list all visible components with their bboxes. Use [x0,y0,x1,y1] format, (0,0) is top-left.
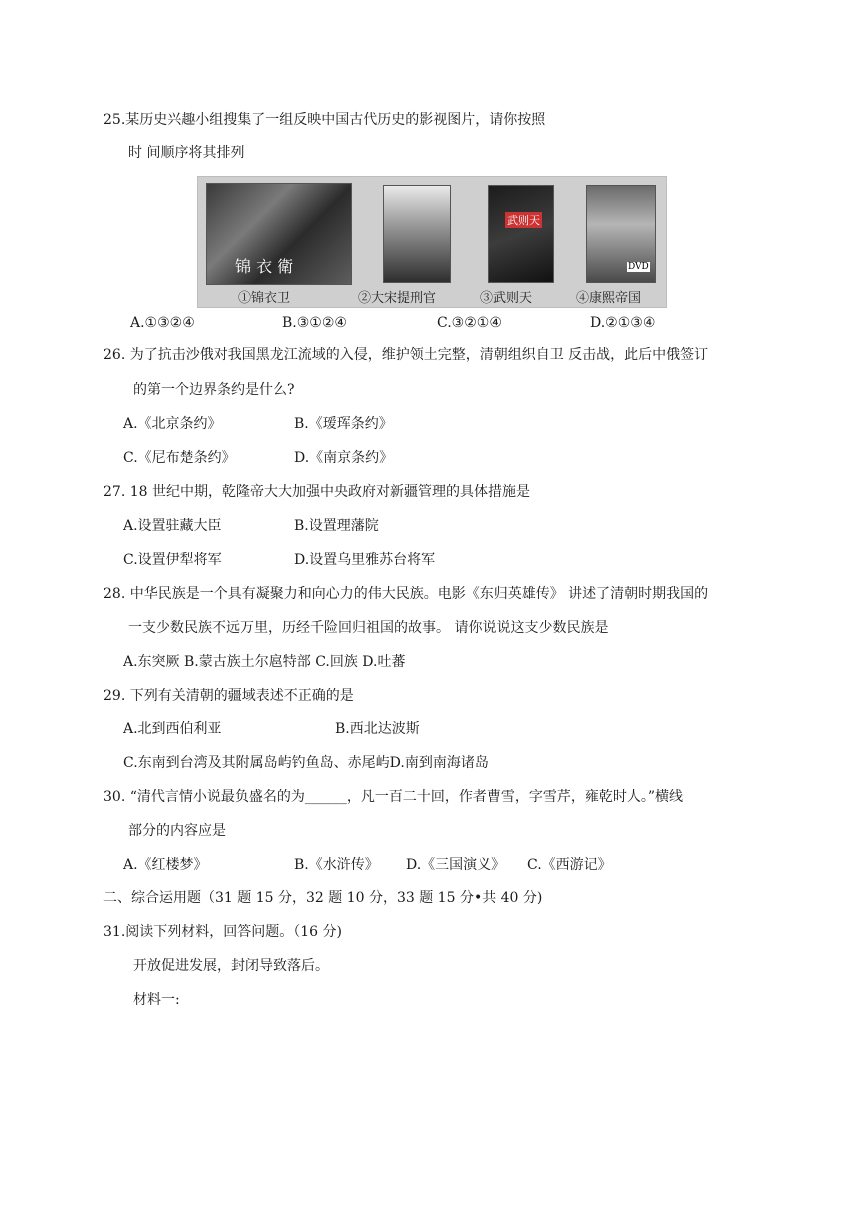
q31-stem: 31.阅读下列材料，回答问题。（16 分) [103,924,342,940]
q25-stem-line2: 时 间顺序将其排列 [128,145,245,161]
q26-option-b[interactable]: B.《瑷珲条约》 [294,416,393,432]
q29-stem: 29. 下列有关清朝的疆域表述不正确的是 [103,688,354,704]
q27-option-b[interactable]: B.设置理藩院 [294,518,379,534]
q30-option-d[interactable]: D.《三国演义》 [406,857,506,873]
q28-options[interactable]: A.东突厥 B.蒙古族土尔扈特部 C.回族 D.吐蕃 [123,654,406,670]
q30-stem-line2: 部分的内容应是 [128,823,226,839]
q30-stem-line1: 30. “清代言情小说最负盛名的为______，凡一百二十回，作者曹雪，字雪芹，雍乾时人。”横线 [103,789,684,805]
q29-option-a[interactable]: A.北到西伯利亚 [123,721,222,737]
film-poster-icon: 武则天 [488,185,554,283]
image-caption-4: ④康熙帝国 [576,291,642,306]
q27-stem: 27. 18 世纪中期，乾隆帝大大加强中央政府对新疆管理的具体措施是 [103,484,530,500]
q27-option-d[interactable]: D.设置乌里雅苏台将军 [294,552,436,568]
q25-stem-line1: 25.某历史兴趣小组搜集了一组反映中国古代历史的影视图片，请你按照 [103,112,546,128]
q30-option-c[interactable]: C.《西游记》 [527,857,612,873]
q26-stem-line2: 的第一个边界条约是什么? [133,382,295,398]
q30-option-a[interactable]: A.《红楼梦》 [123,857,208,873]
q26-option-d[interactable]: D.《南京条约》 [294,450,394,466]
q31-line1: 开放促进发展，封闭导致落后。 [133,958,329,974]
q25-option-c[interactable]: C.③②①④ [437,315,502,331]
q28-stem-line2: 一支少数民族不远万里，历经千险回归祖国的故事。 请你说说这支少数民族是 [128,620,609,636]
q25-option-d[interactable]: D.②①③④ [590,315,656,331]
q31-material-label: 材料一: [133,992,180,1008]
q27-option-c[interactable]: C.设置伊犁将军 [123,552,222,568]
image-caption-3: ③武则天 [480,291,533,306]
film-photo-strip [197,176,667,308]
q28-stem-line1: 28. 中华民族是一个具有凝聚力和向心力的伟大民族。电影《东归英雄传》 讲述了清朝时期我国的 [103,586,709,602]
q26-option-a[interactable]: A.《北京条约》 [123,416,222,432]
q25-option-b[interactable]: B.③①②④ [282,315,347,331]
q25-option-a[interactable]: A.①③②④ [130,315,195,331]
film-poster-icon: 锦 衣 衛 [206,183,352,285]
image-caption-2: ②大宋提刑官 [358,291,437,306]
q29-options-cd[interactable]: C.东南到台湾及其附属岛屿钓鱼岛、赤尾屿D.南到南海诸岛 [123,755,489,771]
q30-option-b[interactable]: B.《水浒传》 [294,857,379,873]
section-title: 二、综合运用题（31 题 15 分，32 题 10 分，33 题 15 分•共 40 分) [103,890,543,906]
film-poster-icon: DVD [586,185,656,283]
film-poster-icon [383,185,451,283]
q29-option-b[interactable]: B.西北达波斯 [335,721,420,737]
q26-option-c[interactable]: C.《尼布楚条约》 [123,450,236,466]
image-caption-1: ①锦衣卫 [238,291,291,306]
q27-option-a[interactable]: A.设置驻藏大臣 [123,518,222,534]
q26-stem-line1: 26. 为了抗击沙俄对我国黑龙江流域的入侵，维护领土完整，清朝组织自卫 反击战，此后中俄签订 [103,347,709,363]
